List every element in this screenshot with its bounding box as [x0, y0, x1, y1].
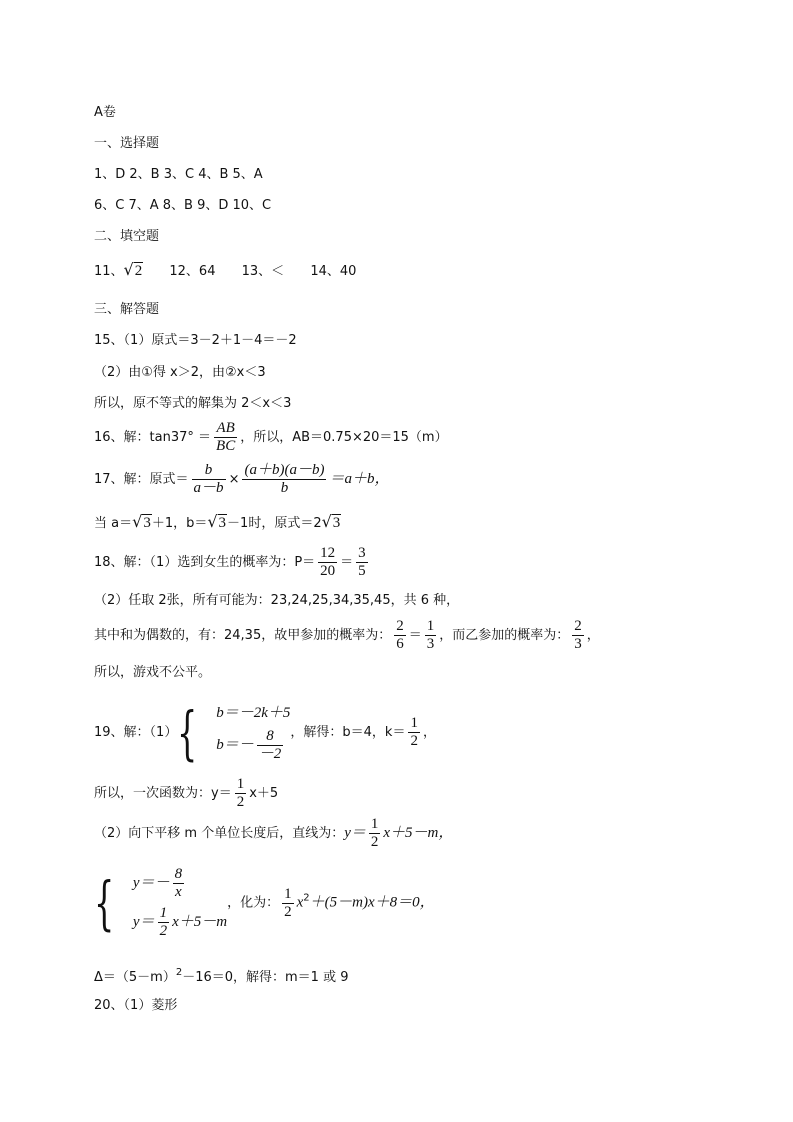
q13-answer: 13、＜ [241, 264, 285, 279]
q15-conclusion: 所以，原不等式的解集为 2＜x＜3 [94, 396, 292, 411]
equation-system-2: y＝－ $\frac{8}{x}$ y＝ $\frac{1}{2}$ x＋5－m [132, 866, 228, 939]
q11-label: 11、 [94, 264, 124, 279]
q17-fraction-2: $\frac{(a+b)(a-b)}{b}$ [244, 462, 325, 496]
q20-part1: 20、（1）菱形 [94, 998, 178, 1013]
k-fraction: $\frac{1}{2}$ [410, 715, 418, 749]
part-title-solve: 三、解答题 [94, 302, 160, 317]
sqrt-3-a: √3 [132, 512, 151, 531]
q18-fraction-4: $\frac{1}{3}$ [426, 618, 435, 652]
choice-answers-row-1: 1、D 2、B 3、C 4、B 5、A [94, 167, 263, 182]
q18-part1: 18、解：（1）选到女生的概率为：P＝ $\frac{12}{20}$ ＝ $\frac{3}{5}$ [94, 545, 366, 579]
q17-fraction-1: $\frac{b}{a-b}$ [193, 462, 224, 496]
q15-part1: 15、（1）原式＝3－2＋1－4＝－2 [94, 333, 297, 348]
system-brace-1: { [177, 698, 198, 767]
q19-discriminant: $\Delta=(5-m)^2-16=0$，解得：m＝1 或 9 [94, 967, 349, 985]
quadratic-fraction: $\frac{1}{2}$ [284, 885, 292, 920]
sqrt-3-b: √3 [207, 512, 227, 531]
shift-fraction: $\frac{1}{2}$ [370, 816, 379, 850]
q14-answer: 14、40 [310, 264, 357, 279]
q18-fraction-5: $\frac{2}{3}$ [574, 618, 582, 652]
q12-answer: 12、64 [169, 264, 216, 279]
equation-system-1: b＝－2k＋5 b＝－ $\frac{8}{-2}$ [216, 705, 291, 762]
q18-fraction-3: $\frac{2}{6}$ [396, 618, 404, 652]
sqrt-3-result: √3 [321, 512, 341, 531]
q11-sqrt: √2 [123, 260, 143, 279]
q15-part2: （2）由①得 x＞2，由②x＜3 [94, 365, 266, 380]
q18-part2: （2）任取 2张，所有可能为：23,24,25,34,35,45，共 6 种， [94, 593, 460, 608]
q17-evaluation: 当 a＝√3＋1，b＝√3－1时，原式＝2√3 [94, 512, 341, 531]
fill-answers [94, 262, 356, 279]
q19-part1: 19、解：（1）{ b＝－2k＋5 b＝－ $\frac{8}{-2}$ ，解得：b＝4，k＝ $\frac{1}{2}$ ， [94, 698, 436, 767]
q19-part2: （2）向下平移 m 个单位长度后，直线为：y＝ $\frac{1}{2}$ x＋5－m， [94, 816, 454, 850]
q18-part3: 其中和为偶数的，有：24,35，故甲参加的概率为： $\frac{2}{6}$ ＝ $\frac{1}{3}$ ，而乙参加的概率为： $\frac{2}{3}$ ， [94, 618, 600, 652]
q19-system-2: { y＝－ $\frac{8}{x}$ y＝ $\frac{1}{2}$ x＋5－m ，化为： $\frac{1}{2}$ $x^2+(5-m)x+8=0$， [94, 862, 435, 944]
system-brace-2: { [94, 869, 115, 937]
q18-fraction-1: $\frac{12}{20}$ [320, 545, 336, 579]
slope-fraction: $\frac{1}{2}$ [236, 776, 245, 810]
q17-solution: 17、解：原式＝ $\frac{b}{a-b}$ × $\frac{(a+b)(a-b)}{b}$ ＝a＋b， [94, 462, 390, 496]
q19-linear-function: 所以，一次函数为：y＝ $\frac{1}{2}$ x＋5 [94, 776, 279, 810]
part-title-choice: 一、选择题 [94, 136, 160, 151]
q16-solution: 16、解：tan37° ＝ $\frac{AB}{BC}$ ，所以，AB＝0.75×20＝15（m） [94, 420, 448, 454]
part-title-fill: 二、填空题 [94, 229, 160, 244]
choice-answers-row-2: 6、C 7、A 8、B 9、D 10、C [94, 198, 272, 213]
q18-conclusion: 所以，游戏不公平。 [94, 665, 212, 680]
section-label: A卷 [94, 105, 116, 120]
q18-fraction-2: $\frac{3}{5}$ [358, 545, 366, 579]
q16-fraction: $\frac{AB}{BC}$ [216, 420, 236, 454]
